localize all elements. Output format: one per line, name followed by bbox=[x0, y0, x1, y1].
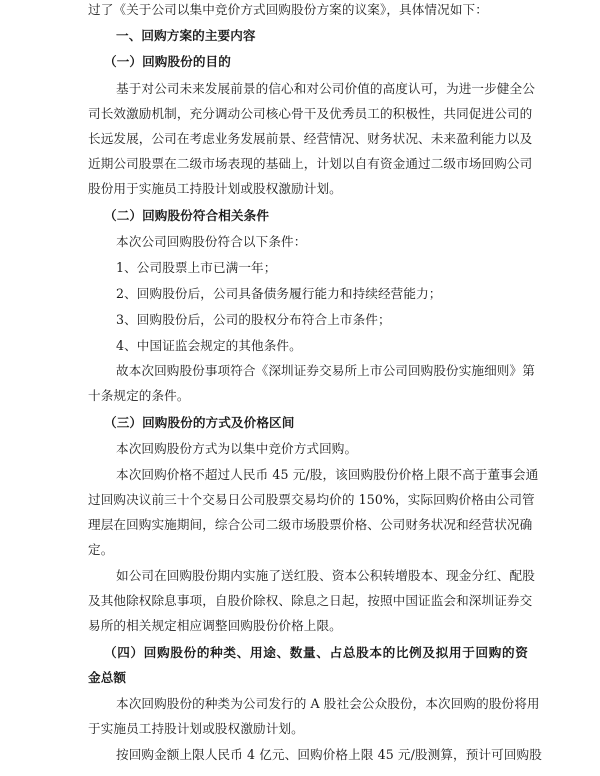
subsection-heading-4: （四）回购股份的种类、用途、数量、占总股本的比例及拟用于回购的资 bbox=[104, 645, 528, 660]
paragraph-line: 于实施员工持股计划或股权激励计划。 bbox=[88, 721, 304, 736]
subsection-heading-1: （一）回购股份的目的 bbox=[104, 54, 231, 69]
paragraph-line: 基于对公司未来发展前景的信心和对公司价值的高度认可，为进一步健全公 bbox=[116, 81, 535, 96]
paragraph-line: 故本次回购股份事项符合《深圳证券交易所上市公司回购股份实施细则》第 bbox=[116, 363, 535, 378]
paragraph-line: 按回购金额上限人民币 4 亿元、回购价格上限 45 元/股测算，预计可回购股 bbox=[116, 747, 542, 762]
list-item: 3、回购股份后，公司的股权分布符合上市条件； bbox=[116, 312, 391, 327]
paragraph-line: 司长效激励机制，充分调动公司核心骨干及优秀员工的积极性，共同促进公司的 bbox=[88, 106, 533, 121]
paragraph-line: 理层在回购实施期间，综合公司二级市场股票价格、公司财务状况和经营状况确 bbox=[88, 517, 533, 532]
intro-line: 过了《关于公司以集中竞价方式回购股份方案的议案》，具体情况如下： bbox=[88, 2, 488, 17]
paragraph-line: 十条规定的条件。 bbox=[88, 388, 190, 403]
list-item: 2、回购股份后，公司具备债务履行能力和持续经营能力； bbox=[116, 286, 442, 301]
subsection-heading-2: （二）回购股份符合相关条件 bbox=[104, 208, 270, 223]
subsection-heading-3: （三）回购股份的方式及价格区间 bbox=[104, 415, 295, 430]
paragraph-line: 过回购决议前三十个交易日公司股票交易均价的 150%，实际回购价格由公司管 bbox=[88, 492, 535, 507]
paragraph-line: 近期公司股票在二级市场表现的基础上，计划以自有资金通过二级市场回购公司 bbox=[88, 156, 533, 171]
paragraph-line: 本次回购价格不超过人民币 45 元/股，该回购股份价格上限不高于董事会通 bbox=[116, 467, 539, 482]
paragraph-line: 本次回购股份方式为以集中竞价方式回购。 bbox=[116, 441, 358, 456]
paragraph-line: 本次回购股份的种类为公司发行的 A 股社会公众股份，本次回购的股份将用 bbox=[116, 696, 540, 711]
subsection-heading-4-cont: 金总额 bbox=[88, 670, 127, 685]
section-heading: 一、回购方案的主要内容 bbox=[116, 28, 256, 43]
paragraph-line: 及其他除权除息事项，自股价除权、除息之日起，按照中国证监会和深圳证券交 bbox=[88, 593, 533, 608]
paragraph-line: 定。 bbox=[88, 542, 114, 557]
paragraph-line: 易所的相关规定相应调整回购股份价格上限。 bbox=[88, 618, 342, 633]
paragraph-line: 长远发展，公司在考虑业务发展前景、经营情况、财务状况、未来盈利能力以及 bbox=[88, 131, 533, 146]
list-item: 4、中国证监会规定的其他条件。 bbox=[116, 338, 302, 353]
paragraph-line: 股份用于实施员工持股计划或股权激励计划。 bbox=[88, 181, 342, 196]
paragraph-line: 如公司在回购股份期内实施了送红股、资本公积转增股本、现金分红、配股 bbox=[116, 568, 535, 583]
list-item: 1、公司股票上市已满一年； bbox=[116, 260, 277, 275]
paragraph-line: 本次公司回购股份符合以下条件： bbox=[116, 234, 307, 249]
